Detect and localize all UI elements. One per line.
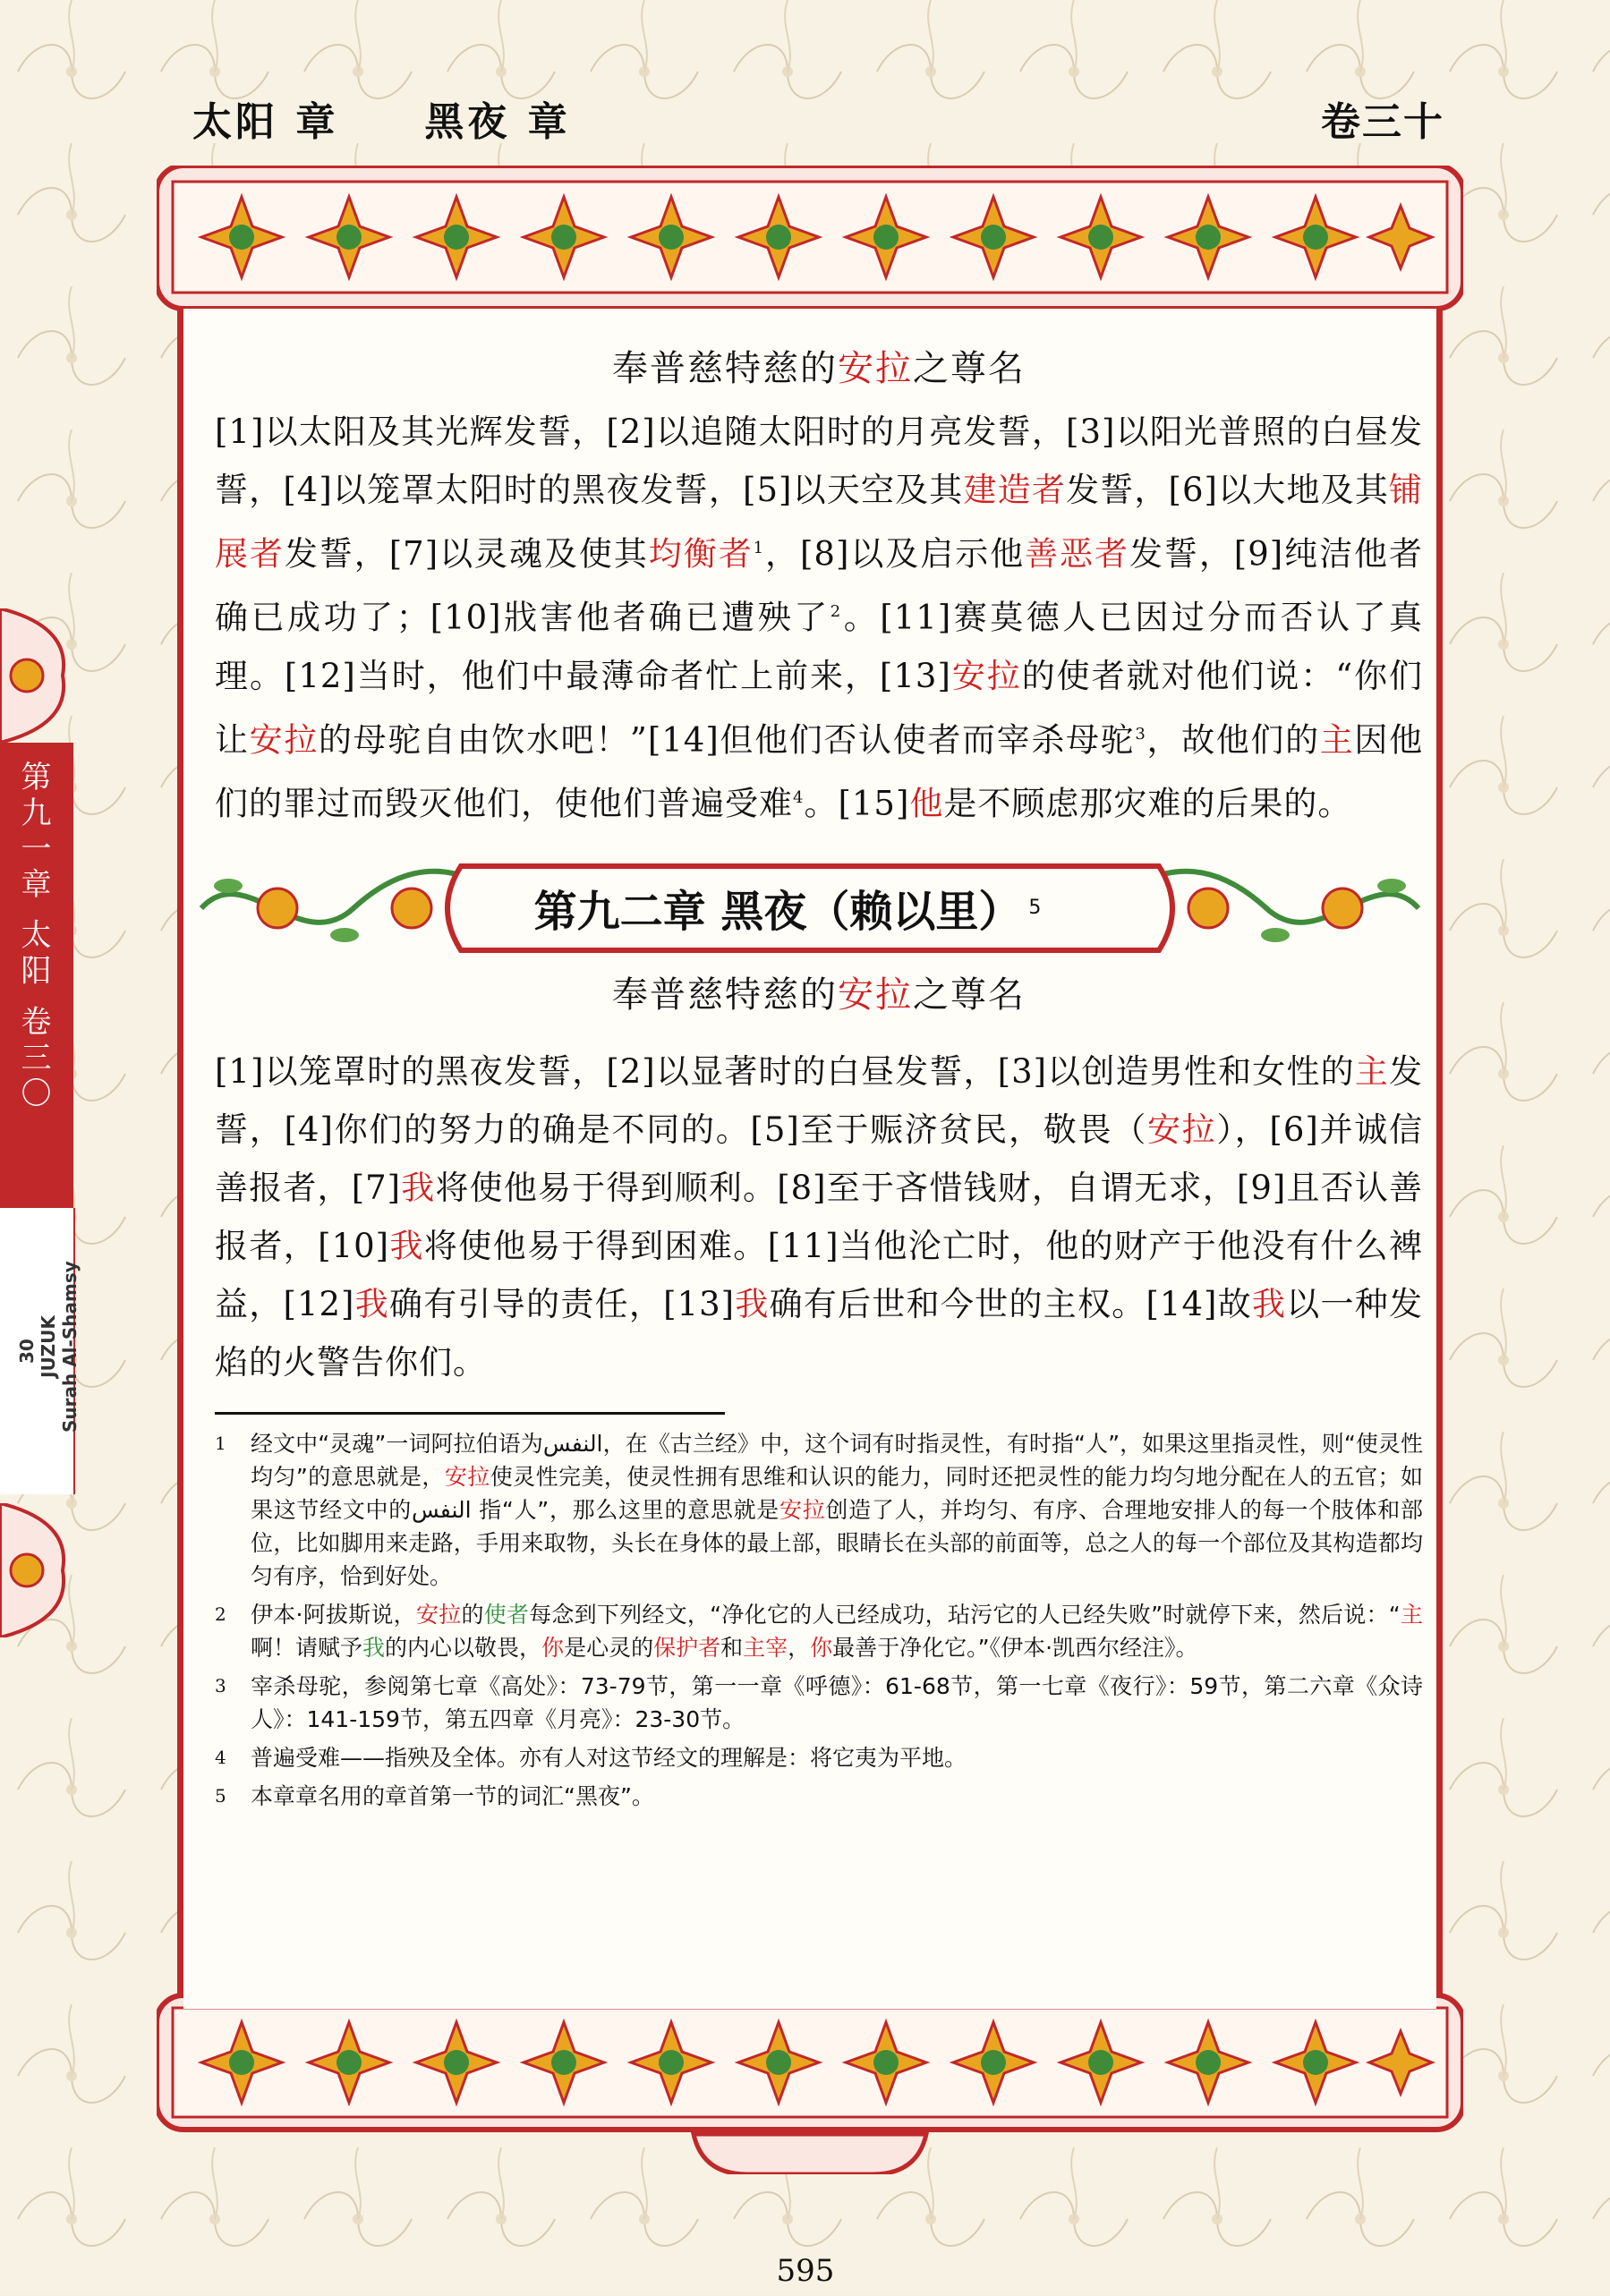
verses-91: [1]以太阳及其光辉发誓，[2]以追随太阳时的月亮发誓，[3]以阳光普照的白昼发誓，[4]以笼罩太阳时的黑夜发誓，[5]以天空及其建造者发誓，[6]以大地及其铺展者发誓，[7]以灵魂及使其均衡者$^1$，[8]以及启示他善恶者发誓，[9]纯洁他者确已成功了；[10]戕害他者确已遭殃了$^2$。[11]赛莫德人已因过分而否认了真理。[12]当时，他们中最薄命者忙上前来，[13]安拉的使者就对他们说：“你们让安拉的母驼自由饮水吧！”[14]但他们否认使者而宰杀母驼$^3$，故他们的主因他们的罪过而毁灭他们，使他们普遍受难$^4$。[15]他是不顾虑那灾难的后果的。: [215, 412, 1424, 823]
running-header-chapters: 太阳 章 黑夜 章: [192, 99, 571, 145]
basmala-91: 奉普慈特慈的安拉之尊名: [612, 348, 1026, 389]
running-header-volume: 卷三十: [1321, 99, 1444, 145]
footnote-1: 1 经文中“灵魂”一词阿拉伯语为النفس，在《古兰经》中，这个词有时指灵性，有时指“人”，如果这里指灵性，则“使灵性均匀”的意思就是，安拉使灵性完美，使灵性拥有思维和认识的能力，同时还把灵性的能力均匀地分配在人的五官；如果这节经文中的النفس 指“人”，那么这里的意思就是安拉创造了人，并均匀、有序、合理地安排人的每一个肢体和部位，比如脚用来走路，手用来取物，头长在身体的最上部，眼睛长在头部的前面等，总之人的每一个部位及其构造都均匀有序，恰到好处。: [215, 1431, 1424, 1589]
surah-91-content: [215, 340, 1423, 832]
footnote-separator: [215, 1412, 725, 1415]
basmala-92: 奉普慈特慈的安拉之尊名: [612, 974, 1026, 1016]
chapter-92-title: 第九二章 黑夜（赖以里） 5: [533, 886, 1042, 937]
footnote-ref-5[interactable]: 5: [1028, 896, 1042, 919]
footnote-ref-1[interactable]: 1: [753, 539, 765, 557]
side-chapter-label: 第九一章 太阳 卷三〇: [15, 761, 51, 1113]
footnote-ref-2[interactable]: 2: [830, 602, 842, 622]
footnote-ref-3[interactable]: 3: [1135, 724, 1146, 744]
verses-92: [1]以笼罩时的黑夜发誓，[2]以显著时的白昼发誓，[3]以创造男性和女性的主发誓，[4]你们的努力的确是不同的。[5]至于赈济贫民，敬畏（安拉），[6]并诚信善报者，[7]我将使他易于得到顺利。[8]至于吝惜钱财，自谓无求，[9]且否认善报者，[10]我将使他易于得到困难。[11]当他沦亡时，他的财产于他没有什么裨益，[12]我确有引导的责任，[13]我确有后世和今世的主权。[14]故我以一种发焰的火警告你们。: [215, 1052, 1424, 1382]
footnote-5: 5 本章章名用的章首第一节的词汇“黑夜”。: [215, 1783, 654, 1809]
footnote-ref-4[interactable]: 4: [793, 787, 805, 807]
footnote-2: 2 伊本·阿拔斯说，安拉的使者每念到下列经文，“净化它的人已经成功，玷污它的人已经失败”时就停下来，然后说：“主啊！请赋予我的内心以敬畏，你是心灵的保护者和主宰，你最善于净化它。”《伊本·凯西尔经注》。: [215, 1602, 1423, 1661]
footnotes: [215, 1427, 1423, 1818]
side-juzuk-label: 30 JUZUK Surah Al-Shamsy: [16, 1261, 81, 1433]
footnote-3: 3 宰杀母驼，参阅第七章《高处》：73-79节，第一一章《呼德》：61-68节，第一七章《夜行》：59节，第二六章《众诗人》：141-159节，第五四章《月亮》：23-30节。: [215, 1673, 1423, 1732]
footnote-4: 4 普遍受难——指殃及全体。亦有人对这节经文的理解是：将它夷为平地。: [215, 1745, 967, 1771]
side-ornament-top: [0, 608, 73, 743]
page-number: 595: [776, 2253, 835, 2289]
side-ornament-bottom: [0, 1503, 73, 1637]
